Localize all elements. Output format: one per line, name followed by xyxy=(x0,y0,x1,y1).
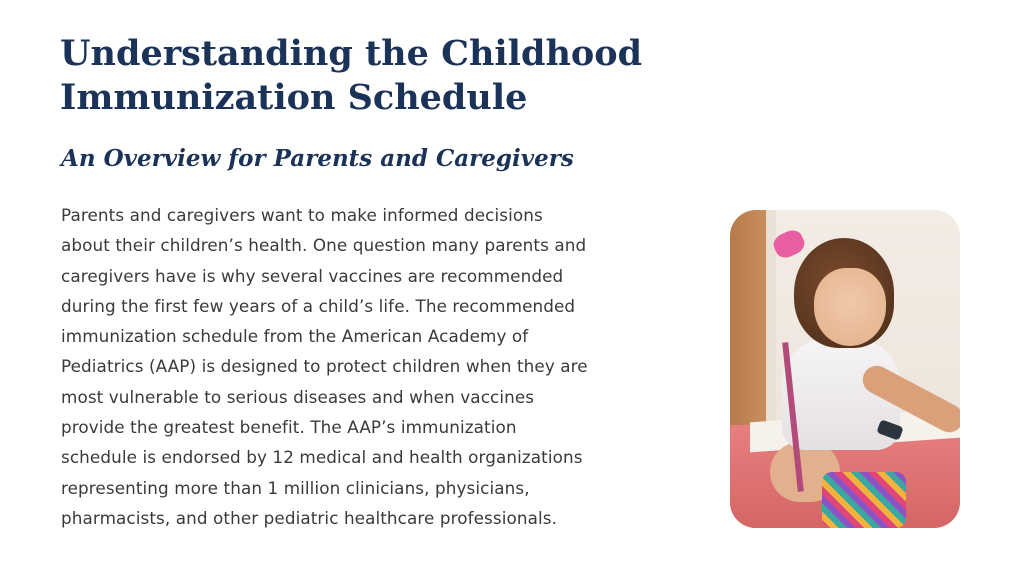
paragraph-line: most vulnerable to serious diseases and when vaccines xyxy=(61,386,535,407)
photo-woven-bag xyxy=(822,472,906,528)
title-line: Understanding the Childhood xyxy=(60,33,643,74)
paragraph-line: Pediatrics (AAP) is designed to protect children when they are xyxy=(61,356,588,377)
title-line: Immunization Schedule xyxy=(60,77,528,118)
child-vaccination-photo xyxy=(730,210,960,528)
paragraph-line: during the first few years of a child’s life. The recommended xyxy=(61,295,576,316)
paragraph-line: provide the greatest benefit. The AAP’s immunization xyxy=(61,417,517,438)
paragraph-line: pharmacists, and other pediatric healthcare professionals. xyxy=(61,507,558,528)
page-subtitle: An Overview for Parents and Caregivers xyxy=(61,145,574,172)
page-title xyxy=(60,32,740,120)
paragraph-line: Parents and caregivers want to make informed decisions xyxy=(61,205,543,225)
paragraph-line: schedule is endorsed by 12 medical and health organizations xyxy=(61,447,583,468)
paragraph-line: about their children’s health. One question many parents and xyxy=(61,235,587,256)
paragraph-line: immunization schedule from the American Academy of xyxy=(61,326,529,347)
photo-child-face xyxy=(814,268,886,346)
paragraph-line: caregivers have is why several vaccines are recommended xyxy=(61,265,564,286)
paragraph-line: representing more than 1 million clinicians, physicians, xyxy=(61,477,530,498)
intro-paragraph xyxy=(61,200,741,533)
